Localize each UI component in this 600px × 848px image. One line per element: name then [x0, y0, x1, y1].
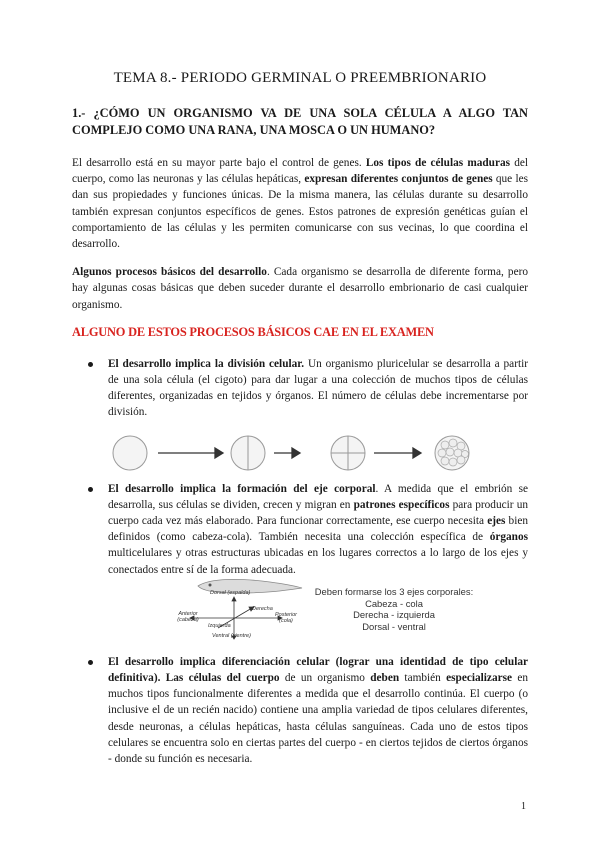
axis-label-ventral: Ventral (vientre) — [212, 633, 251, 639]
page-number: 1 — [521, 801, 526, 812]
bold-text: ejes — [487, 515, 506, 528]
bullet-dot — [88, 362, 93, 367]
axes-note-title: Deben formarse los 3 ejes corporales: — [314, 586, 474, 597]
paragraph-basic-processes — [72, 264, 528, 313]
text: El desarrollo está en su mayor parte bajo el control de genes. — [72, 157, 366, 169]
text: en muchos tipos funcionalmente diferentes a medida que el desarrollo continúa. El cuerpo (o inclusive el de un recién nacido) contiene una amplia variedad de tipos celulares diferentes, desde neuronas, a células hepáticas, hasta células sanguíneas. Cada uno de estos tipos celulares se encuentra solo en ciertas partes del cuerpo - en ciertos tejidos de ciertos órganos - donde su función es necesaria. — [108, 672, 528, 766]
axes-note-line: Dorsal - ventral — [362, 620, 426, 632]
zygote-cell — [113, 436, 147, 470]
text: también — [399, 672, 447, 685]
axis-label-izquierda: Izquierda — [208, 623, 231, 629]
document-page — [72, 70, 528, 779]
text: del cuerpo, como las neuronas y las células hepáticas, — [72, 157, 528, 186]
bullet-dot — [88, 660, 93, 665]
bold-text: El desarrollo implica la formación del eje corporal — [108, 482, 376, 495]
axis-label-posterior: Posterior (cola) — [274, 612, 297, 624]
text: Un organismo pluricelular se desarrolla a partir de una sola célula (el cigoto) para dar lugar a una colección de muchos tipos de células diferentes, organizadas en tejidos y órganos. El número de células debe incrementarse por división. — [108, 357, 528, 419]
axis-label-anterior: Anterior (cabeza) — [177, 611, 199, 623]
text: . A medida que el embrión se desarrolla, sus células se dividen, crecen y migran en — [108, 482, 528, 511]
text: multicelulares y otras estructuras ubicadas en los lugares correctos a lo largo de los ejes y conectados entre sí de la forma adecuada. — [108, 547, 528, 576]
bold-text: Algunos procesos básicos del desarrollo — [72, 266, 267, 279]
cell-division-figure — [112, 433, 472, 473]
text: de un organismo — [279, 672, 371, 685]
bold-text: patrones específicos — [353, 498, 450, 511]
bold-text: órganos — [489, 531, 528, 544]
bold-text: El desarrollo implica diferenciación celular (lograr una identidad de tipo celular definitiva). Las células del cuerpo — [108, 655, 528, 685]
axis-label-dorsal: Dorsal (espalda) — [210, 590, 251, 596]
bullet-body-axis — [72, 481, 528, 578]
section-heading: 1.- ¿CÓMO UN ORGANISMO VA DE UNA SOLA CÉLULA A ALGO TAN COMPLEJO COMO UNA RANA, UNA MOSCA O UN HUMANO? — [72, 106, 528, 137]
axis-label-derecha: Derecha — [252, 606, 273, 612]
axes-note-line: Derecha - izquierda — [353, 609, 435, 620]
axes-note-line: Cabeza - cola — [365, 597, 423, 609]
bullet-dot — [88, 487, 93, 492]
bullet-differentiation — [72, 654, 528, 767]
bold-text: especializarse — [446, 672, 513, 685]
bullet-cell-division — [72, 356, 528, 421]
bold-text: El desarrollo implica la división celular. — [108, 357, 305, 370]
bold-text: deben — [370, 672, 400, 685]
text: . Cada organismo se desarrolla de diferente forma, pero hay algunas cosas básicas que deben suceder durante el desarrollo embrionario de casi cualquier organismo. — [72, 266, 528, 311]
text: bien definidos (como cabeza-cola). También necesita una colección específica de — [108, 515, 528, 544]
text: que les dan sus propiedades y funciones únicas. De la misma manera, las células durante su desarrollo también expresan conjuntos específicos de genes. Estos patrones de expresión genéticas guían el comportamiento de las células y les permiten comunicarse con sus vecinas, lo que coordina el desarrollo. — [72, 173, 528, 251]
morula-cells — [438, 439, 469, 466]
bold-text: expresan diferentes conjuntos de genes — [304, 173, 493, 186]
axes-note — [304, 586, 484, 632]
page-title: TEMA 8.- PERIODO GERMINAL O PREEMBRIONARIO — [113, 70, 487, 86]
text: para producir un cuerpo cada vez más elaborado. Para funcionar correctamente, ese cuerpo necesita — [108, 498, 528, 528]
bold-text: Los tipos de células maduras — [365, 157, 511, 169]
exam-note: ALGUNO DE ESTOS PROCESOS BÁSICOS CAE EN EL EXAMEN — [72, 324, 434, 339]
paragraph-genes — [72, 155, 528, 252]
